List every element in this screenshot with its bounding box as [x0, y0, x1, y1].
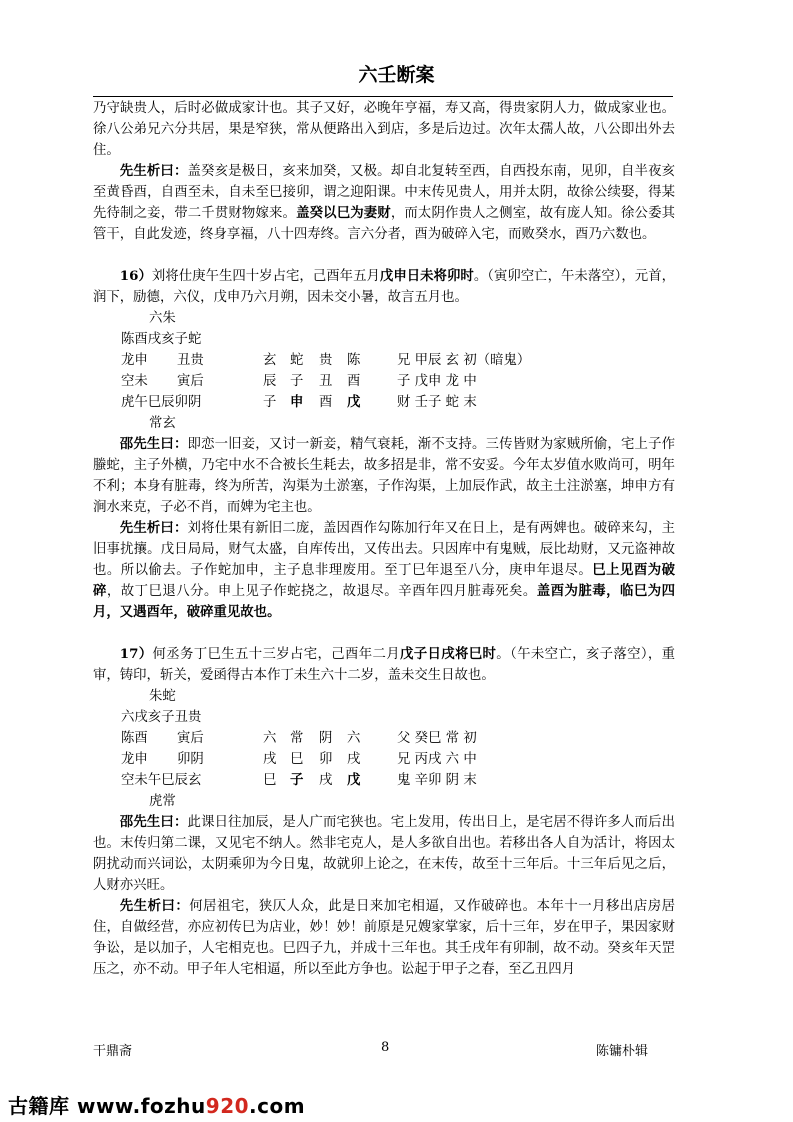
text-run: 刘将仕果有新旧二庞，盖因酉作勾陈加行年又在日上，是有两婢也。破碎来勾，主旧事扰攘。戊日局局，财气太盛，自库传出，又传出去。只因库中有鬼贼，辰比劫财，又元盗神故也。所以偷去。子作蛇加申，主子息非理废用。至丁巳年退至八分，庚申年退尽。 — [93, 521, 676, 578]
chart-line: 六戌亥子丑贵 — [121, 710, 202, 725]
chart-row: 陈酉 寅后 六 常 阴 六 父 癸巳 常 初 — [121, 731, 477, 746]
chart-label: 六朱 — [149, 311, 176, 326]
paragraph — [93, 896, 675, 980]
emphasis: 巳上见酉为破碎 — [93, 562, 675, 599]
watermark-www: www.fozhu — [76, 1094, 206, 1118]
text-run: 即恋一旧妾，又讨一新妾，精气衰耗，渐不支持。三传皆财为家贼所偷，宅上子作螣蛇，主子外横，乃宅中水不合被长生耗去，故多招是非，常不安妥。今年太岁值水败尚可，明年不利；本身有脏毒，终为所苦，沟渠为土淤塞，子作沟渠，上加辰作武，故主土注淤塞，坤申方有涧水来克，子必不肖，而婢为宅主也。 — [93, 437, 676, 515]
speaker-label: 邵先生曰： — [119, 436, 188, 452]
chart-row: 龙申 丑贵 玄 蛇 贵 陈 兄 甲辰 玄 初（暗鬼） — [121, 353, 531, 368]
text-run: 刘将仕庚午生四十岁占宅，己酉年五月 — [151, 269, 380, 284]
text-run: 何丞务丁巳生五十三岁占宅，己酉年二月 — [152, 647, 401, 662]
paragraph — [93, 434, 675, 518]
text-run: ，故丁巳退八分。申上见子作蛇挠之，故退尽。辛酉年四月脏毒死矣。 — [106, 584, 537, 599]
chart-row: 空未午巳辰玄 巳 子 戌 戊 鬼 辛卯 阴 末 — [121, 772, 477, 788]
header-rule — [93, 96, 673, 97]
footer-left: 干鼎斋 — [93, 1044, 133, 1059]
text-run: 此课日往加辰，是人广而宅狭也。宅上发用，传出日上，是宅居不得许多人而后出也。末传归第二课，又见宅不纳人。然非宅克人，是人多欲自出也。若移出各人自为活计，将因太阴扰动而兴词讼，太阴乘卯为今日鬼，故就卯上论之，在末传，故至十三年后。十三年后见之后，人财亦兴旺。 — [93, 815, 676, 893]
speaker-label: 先生析曰： — [119, 898, 190, 914]
footer-right: 陈镛朴辑 — [596, 1044, 649, 1059]
watermark-number: 920 — [205, 1094, 250, 1118]
case-heading — [93, 644, 675, 686]
page-number: 8 — [381, 1040, 390, 1055]
page-body — [93, 98, 675, 980]
text-run: 。（午未空亡，亥子落空），重审，铸印，斩关，爱函得古本作丁未生六十二岁，盖未交生日故也。 — [93, 647, 676, 683]
paragraph: 乃守缺贵人，后时必做成家计也。其子又好，必晚年亨福，寿又高，得贵家阴人力，做成家业也。徐八公弟兄六分共居，果是窄狭，常从便路出入到店，多是后边过。次年太孺人故，八公即出外去住。 — [93, 101, 675, 158]
watermark-tld: .com — [249, 1094, 306, 1118]
speaker-label: 邵先生曰： — [119, 814, 188, 830]
text-run: 。（寅卯空亡，午未落空），元首，润下，励德，六仪，戊申乃六月朔，因未交小暑，故言五月也。 — [93, 269, 676, 305]
chart-row: 虎午巳辰卯阴 子 申 酉 戊 财 壬子 蛇 末 — [121, 394, 477, 410]
paragraph — [93, 812, 675, 896]
text-run: 盖癸亥是极日，亥来加癸，又极。却自北复转至西，自西投东南，见卯，自半夜亥至黄昏酉，自酉至未，自未至巳接卯，谓之迎阳课。中末传见贵人，用并太阴，故徐公续娶，得某先待制之妾，带二千贯财物嫁来。 — [93, 164, 676, 221]
watermark-cn: 古籍库 — [8, 1094, 70, 1118]
case-number: 17） — [119, 646, 153, 662]
chart-row: 龙申 卯阴 戌 巳 卯 戌 兄 丙戌 六 中 — [121, 752, 477, 767]
emphasis: 戊子日戌将巳时 — [400, 646, 497, 662]
chart-label: 虎常 — [149, 794, 176, 809]
text-run: 何居祖宅，狭仄人众，此是日来加宅相逼，又作破碎也。本年十一月移出店房居住，自做经营，亦应初传巳为店业，妙！妙！前原是兄嫂家掌家，后十三年，岁在甲子，果因家财争讼，是以加子，人宅相克也。巳四子九，并成十三年也。其壬戌年有卯制，故不动。癸亥年天罡压之，亦不动。甲子年人宅相逼，所以至此方争也。讼起于甲子之春，至乙丑四月 — [93, 899, 676, 977]
site-watermark — [8, 1090, 305, 1119]
text-run: ，而太阴作贵人之侧室，故有庞人知。徐公委其管干，自此发迹，终身享福，八十四寿终。言六分者，酉为破碎入宅，而败癸水，酉乃六数也。 — [93, 206, 676, 242]
emphasis: 盖酉为脏毒，临巳为四月，又遇酉年，破碎重见故也。 — [93, 583, 676, 620]
case-number: 16） — [119, 268, 152, 284]
page-title: 六壬断案 — [358, 64, 435, 86]
chart-row: 空未 寅后 辰 子 丑 酉 子 戊申 龙 中 — [121, 374, 477, 389]
speaker-label: 先生析曰： — [119, 163, 188, 179]
chart-line: 陈酉戌亥子蛇 — [121, 332, 202, 347]
speaker-label: 先生析曰： — [119, 520, 188, 536]
paragraph — [93, 518, 675, 623]
chart-label: 朱蛇 — [149, 689, 176, 704]
case-heading — [93, 266, 675, 308]
emphasis: 盖癸以巳为妻财 — [296, 205, 391, 221]
paragraph — [93, 161, 675, 245]
emphasis: 戊申日未将卯时 — [379, 268, 474, 284]
chart-label: 常玄 — [149, 416, 176, 431]
